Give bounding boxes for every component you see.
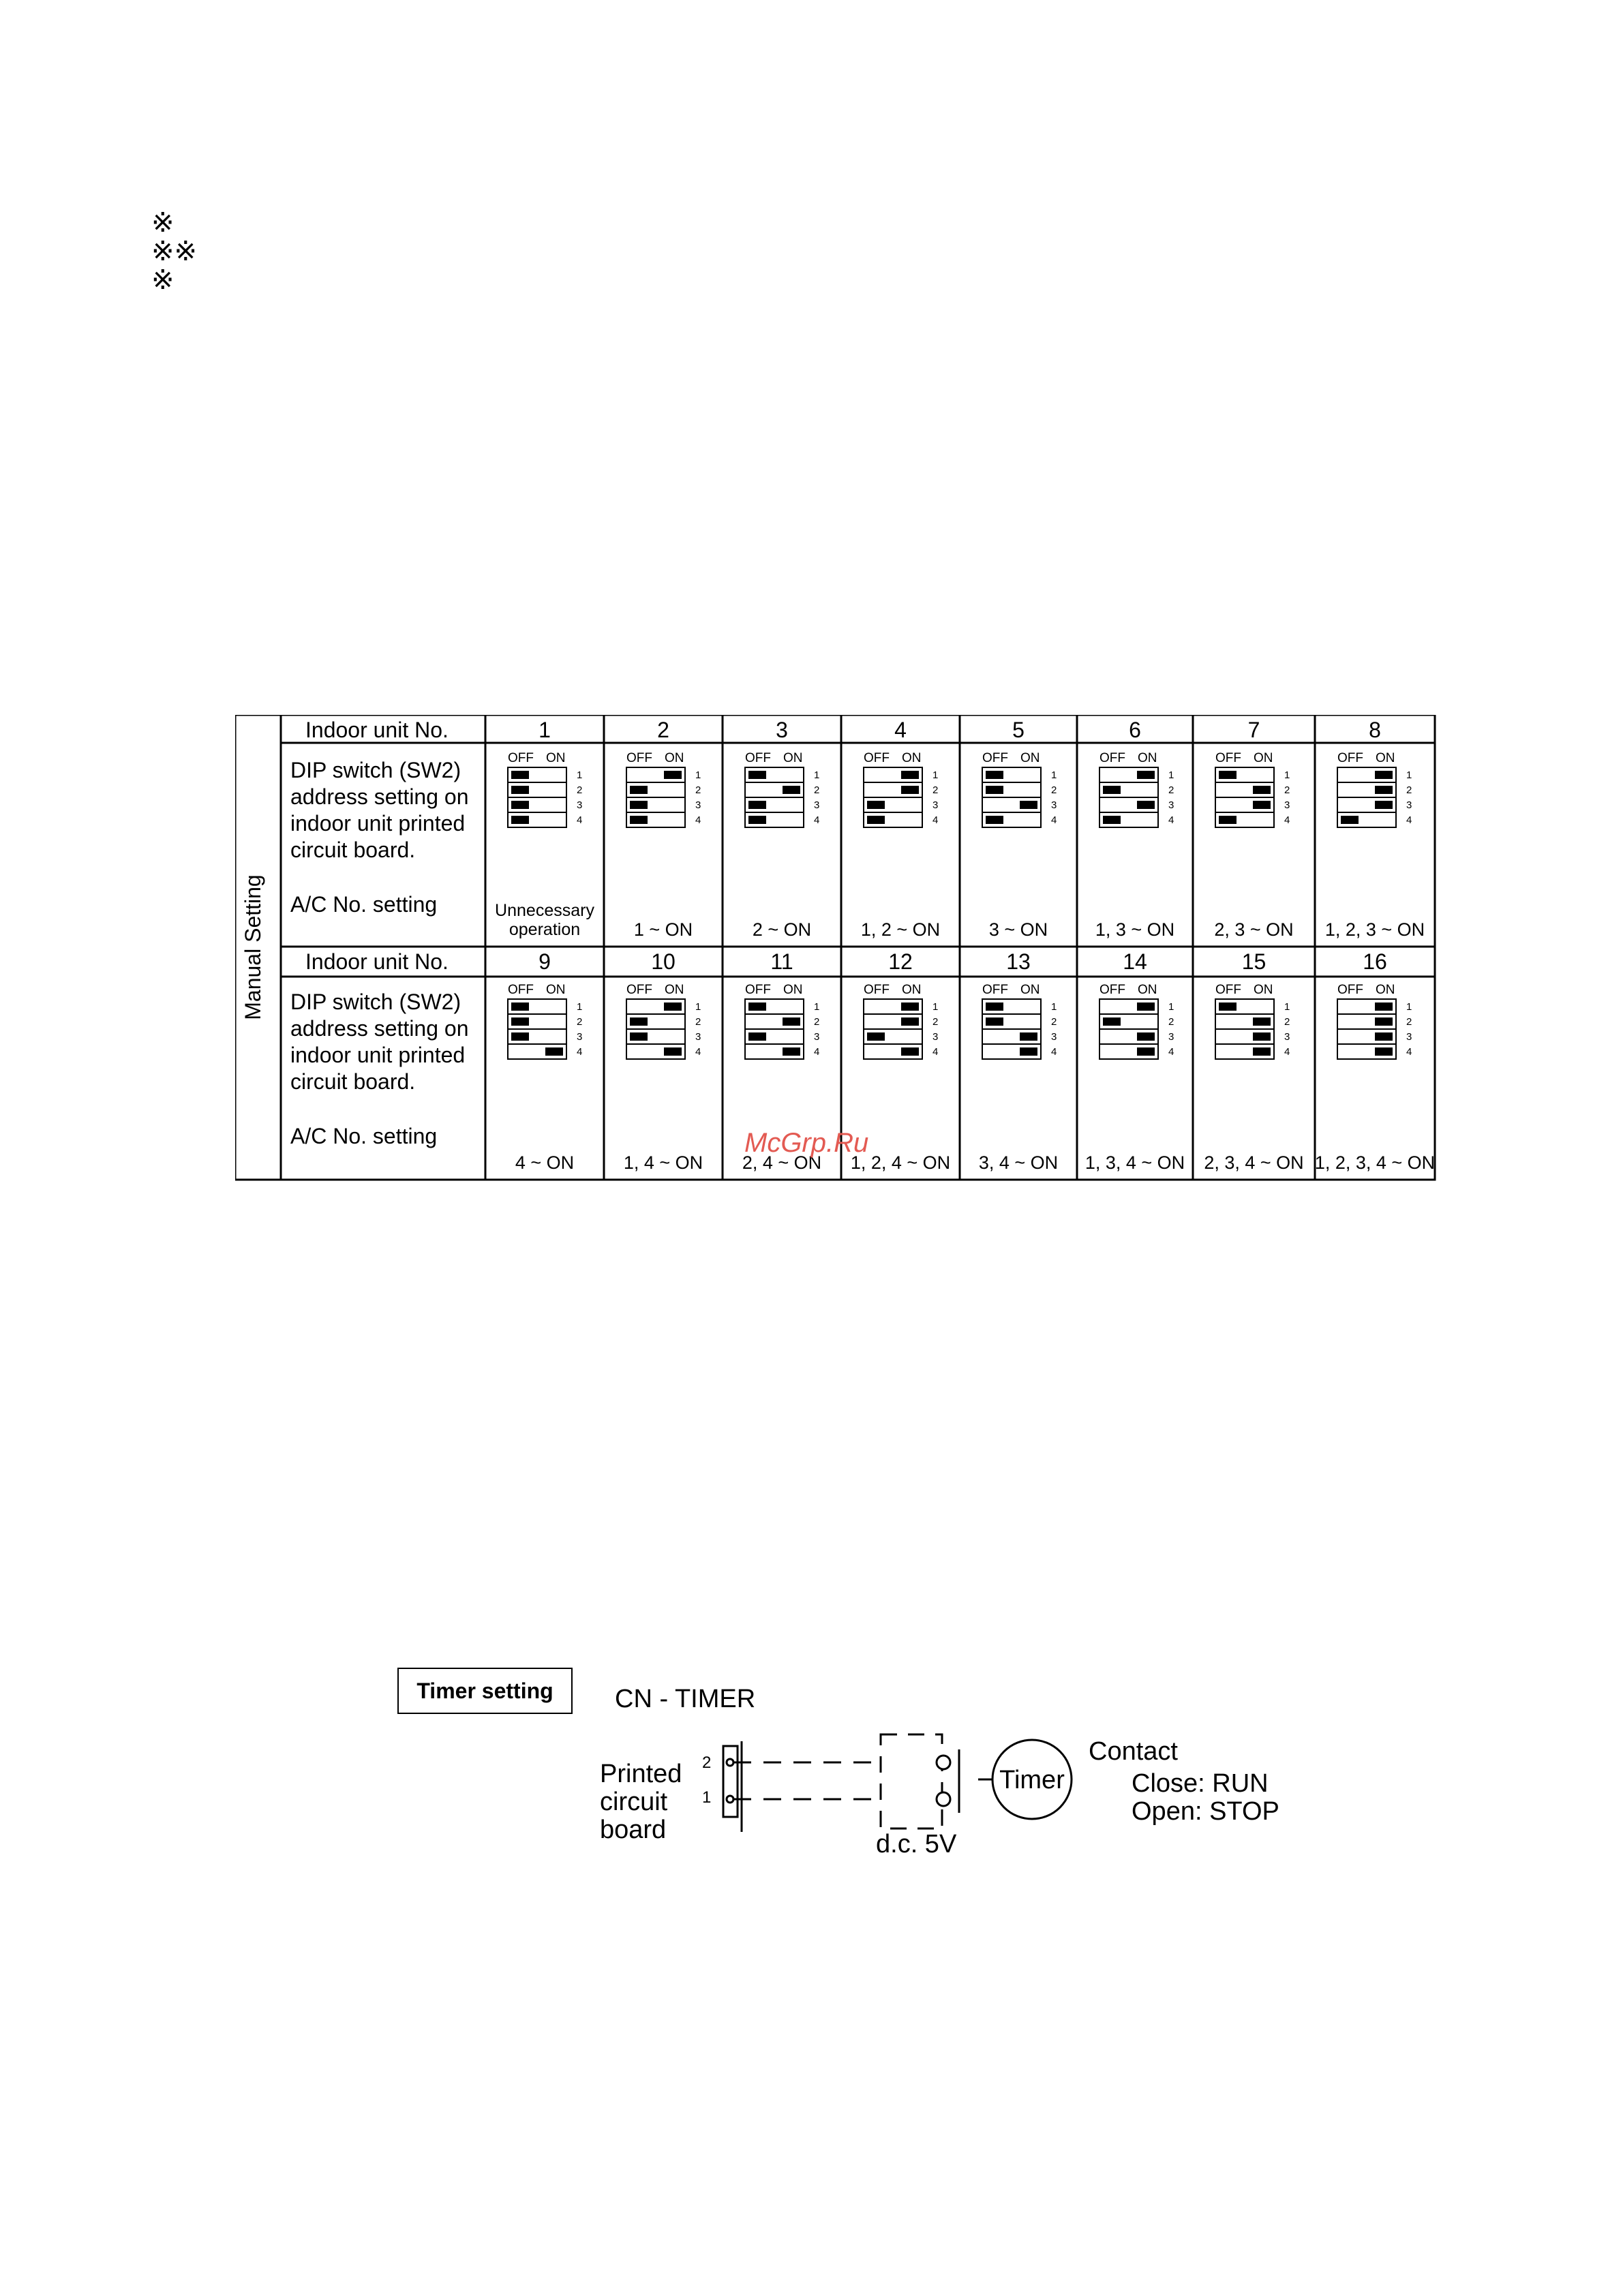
unit-5-number: 5 — [1012, 718, 1025, 742]
unit-9-switch-lever-4 — [545, 1047, 563, 1056]
unit-8-switch-lever-1 — [1375, 771, 1393, 779]
cn-timer-label: CN - TIMER — [615, 1685, 756, 1713]
unit-12-switch-num-4: 4 — [932, 1046, 939, 1058]
unit-8-on-label: ON — [1376, 751, 1395, 765]
unit-16-on-label: ON — [1376, 983, 1395, 997]
unit-8-switch-num-4: 4 — [1406, 814, 1412, 826]
unit-15-off-label: OFF — [1215, 983, 1241, 997]
unit-15-switch-num-4: 4 — [1284, 1046, 1290, 1058]
unit-2-off-label: OFF — [626, 751, 652, 765]
unit-16-switch-lever-3 — [1375, 1032, 1393, 1041]
unit-1-switch-num-2: 2 — [577, 784, 583, 796]
unit-12-switch-lever-2 — [901, 1017, 919, 1026]
unit-15-switch-num-1: 1 — [1284, 1001, 1290, 1013]
unit-2-switch-lever-2 — [630, 786, 648, 794]
row2-dip-label-4: circuit board. — [290, 1069, 416, 1094]
unit-7-on-label: ON — [1254, 751, 1273, 765]
unit-1-ac-setting-1: Unnecessary — [495, 901, 594, 920]
unit-9-switch-lever-1 — [511, 1002, 529, 1011]
unit-15-switch-lever-2 — [1253, 1017, 1271, 1026]
unit-9-switch-num-1: 1 — [577, 1001, 583, 1013]
unit-6-switch-lever-3 — [1137, 801, 1155, 809]
unit-15-on-label: ON — [1254, 983, 1273, 997]
pin-1-label: 1 — [702, 1788, 712, 1807]
unit-3-off-label: OFF — [745, 751, 771, 765]
unit-12-ac-setting: 1, 2, 4 ~ ON — [850, 1152, 951, 1173]
unit-14-off-label: OFF — [1099, 983, 1125, 997]
unit-10-switch-num-2: 2 — [695, 1016, 701, 1028]
unit-12-switch-num-2: 2 — [932, 1016, 939, 1028]
manual-setting-table — [235, 715, 1442, 1185]
unit-4-switch-lever-2 — [901, 786, 919, 794]
unit-3-switch-num-3: 3 — [814, 799, 820, 811]
unit-6-switch-num-1: 1 — [1168, 769, 1174, 781]
unit-13-switch-num-4: 4 — [1051, 1046, 1057, 1058]
unit-16-switch-lever-1 — [1375, 1002, 1393, 1011]
unit-8-switch-lever-3 — [1375, 801, 1393, 809]
unit-9-on-label: ON — [546, 983, 566, 997]
unit-14-switch-num-3: 3 — [1168, 1031, 1174, 1043]
unit-11-switch-num-3: 3 — [814, 1031, 820, 1043]
unit-11-switch-lever-1 — [748, 1002, 766, 1011]
unit-1-switch-lever-1 — [511, 771, 529, 779]
unit-6-switch-lever-4 — [1103, 816, 1121, 824]
unit-14-number: 14 — [1123, 949, 1147, 974]
unit-15-switch-lever-1 — [1219, 1002, 1237, 1011]
unit-2-switch-num-3: 3 — [695, 799, 701, 811]
unit-3-on-label: ON — [783, 751, 803, 765]
unit-4-switch-lever-1 — [901, 771, 919, 779]
unit-1-ac-setting-2: operation — [509, 920, 581, 939]
unit-13-number: 13 — [1006, 949, 1031, 974]
unit-10-on-label: ON — [665, 983, 684, 997]
unit-8-ac-setting: 1, 2, 3 ~ ON — [1324, 919, 1425, 940]
unit-15-number: 15 — [1241, 949, 1266, 974]
unit-3-number: 3 — [776, 718, 788, 742]
unit-12-number: 12 — [888, 949, 913, 974]
unit-15-switch-num-3: 3 — [1284, 1031, 1290, 1043]
unit-11-on-label: ON — [783, 983, 803, 997]
unit-11-off-label: OFF — [745, 983, 771, 997]
unit-10-switch-lever-4 — [664, 1047, 682, 1056]
unit-9-switch-lever-2 — [511, 1017, 529, 1026]
unit-5-switch-lever-4 — [986, 816, 1003, 824]
unit-13-ac-setting: 3, 4 ~ ON — [978, 1152, 1059, 1173]
unit-13-on-label: ON — [1020, 983, 1040, 997]
unit-7-switch-num-1: 1 — [1284, 769, 1290, 781]
unit-10-switch-lever-1 — [664, 1002, 682, 1011]
unit-9-switch-num-2: 2 — [577, 1016, 583, 1028]
unit-6-on-label: ON — [1138, 751, 1157, 765]
unit-6-switch-num-3: 3 — [1168, 799, 1174, 811]
unit-6-ac-setting: 1, 3 ~ ON — [1095, 919, 1175, 940]
unit-10-switch-lever-3 — [630, 1032, 648, 1041]
unit-16-switch-num-3: 3 — [1406, 1031, 1412, 1043]
unit-5-switch-num-2: 2 — [1051, 784, 1057, 796]
unit-14-switch-lever-1 — [1137, 1002, 1155, 1011]
timer-setting-heading: Timer setting — [397, 1668, 573, 1714]
unit-1-switch-num-3: 3 — [577, 799, 583, 811]
unit-1-switch-num-4: 4 — [577, 814, 583, 826]
unit-1-switch-lever-2 — [511, 786, 529, 794]
unit-13-switch-lever-2 — [986, 1017, 1003, 1026]
unit-13-switch-lever-3 — [1020, 1032, 1037, 1041]
unit-3-switch-lever-3 — [748, 801, 766, 809]
unit-14-switch-lever-2 — [1103, 1017, 1121, 1026]
unit-1-off-label: OFF — [508, 751, 534, 765]
row2-dip-label-2: address setting on — [290, 1016, 469, 1041]
unit-5-switch-lever-3 — [1020, 801, 1037, 809]
board-label-2: circuit — [600, 1788, 668, 1816]
connector-block — [723, 1746, 738, 1817]
unit-3-switch-lever-2 — [783, 786, 800, 794]
unit-2-switch-num-1: 1 — [695, 769, 701, 781]
unit-3-switch-lever-1 — [748, 771, 766, 779]
row1-dip-label-3: indoor unit printed — [290, 811, 466, 836]
unit-14-switch-lever-4 — [1137, 1047, 1155, 1056]
unit-10-switch-num-4: 4 — [695, 1046, 701, 1058]
unit-10-switch-num-3: 3 — [695, 1031, 701, 1043]
unit-16-number: 16 — [1363, 949, 1387, 974]
unit-16-off-label: OFF — [1337, 983, 1363, 997]
unit-13-switch-lever-1 — [986, 1002, 1003, 1011]
unit-2-number: 2 — [657, 718, 669, 742]
unit-7-switch-lever-2 — [1253, 786, 1271, 794]
unit-11-switch-num-1: 1 — [814, 1001, 820, 1013]
unit-11-switch-lever-2 — [783, 1017, 800, 1026]
row1-dip-label-4: circuit board. — [290, 838, 416, 862]
unit-4-switch-num-4: 4 — [932, 814, 939, 826]
unit-1-on-label: ON — [546, 751, 566, 765]
unit-4-on-label: ON — [902, 751, 922, 765]
unit-10-switch-num-1: 1 — [695, 1001, 701, 1013]
unit-12-switch-num-3: 3 — [932, 1031, 939, 1043]
unit-2-switch-num-4: 4 — [695, 814, 701, 826]
unit-2-switch-lever-3 — [630, 801, 648, 809]
unit-5-on-label: ON — [1020, 751, 1040, 765]
unit-16-switch-lever-2 — [1375, 1017, 1393, 1026]
unit-14-on-label: ON — [1138, 983, 1157, 997]
contact-upper — [937, 1756, 950, 1769]
unit-5-switch-lever-1 — [986, 771, 1003, 779]
close-run-label: Close: RUN — [1132, 1769, 1269, 1798]
unit-7-switch-num-3: 3 — [1284, 799, 1290, 811]
manual-setting-label: Manual Setting — [241, 874, 265, 1020]
unit-15-ac-setting: 2, 3, 4 ~ ON — [1204, 1152, 1304, 1173]
unit-5-switch-num-3: 3 — [1051, 799, 1057, 811]
unit-16-switch-lever-4 — [1375, 1047, 1393, 1056]
unit-14-ac-setting: 1, 3, 4 ~ ON — [1084, 1152, 1185, 1173]
unit-3-ac-setting: 2 ~ ON — [752, 919, 812, 940]
unit-7-off-label: OFF — [1215, 751, 1241, 765]
open-stop-label: Open: STOP — [1132, 1797, 1279, 1826]
unit-8-switch-num-1: 1 — [1406, 769, 1412, 781]
unit-7-number: 7 — [1247, 718, 1260, 742]
unit-15-switch-lever-4 — [1253, 1047, 1271, 1056]
unit-8-switch-num-3: 3 — [1406, 799, 1412, 811]
board-label-3: board — [600, 1816, 667, 1844]
unit-10-ac-setting: 1, 4 ~ ON — [623, 1152, 703, 1173]
dc-source-box — [881, 1734, 942, 1828]
unit-8-switch-lever-2 — [1375, 786, 1393, 794]
unit-15-switch-lever-3 — [1253, 1032, 1271, 1041]
unit-16-ac-setting: 1, 2, 3, 4 ~ ON — [1314, 1152, 1436, 1173]
unit-11-switch-lever-4 — [783, 1047, 800, 1056]
board-label-1: Printed — [600, 1760, 682, 1788]
unit-4-switch-num-3: 3 — [932, 799, 939, 811]
unit-7-switch-lever-1 — [1219, 771, 1237, 779]
unit-12-switch-lever-4 — [901, 1047, 919, 1056]
unit-9-off-label: OFF — [508, 983, 534, 997]
unit-13-off-label: OFF — [982, 983, 1008, 997]
voltage-label: d.c. 5V — [876, 1830, 957, 1858]
unit-14-switch-num-2: 2 — [1168, 1016, 1174, 1028]
unit-14-switch-lever-3 — [1137, 1032, 1155, 1041]
watermark-text: McGrp.Ru — [744, 1128, 869, 1158]
pin-2-terminal — [727, 1759, 733, 1766]
unit-3-switch-num-2: 2 — [814, 784, 820, 796]
unit-14-switch-num-4: 4 — [1168, 1046, 1174, 1058]
unit-4-off-label: OFF — [864, 751, 890, 765]
pin-2-label: 2 — [702, 1754, 712, 1772]
unit-11-switch-num-4: 4 — [814, 1046, 820, 1058]
contact-label: Contact — [1089, 1737, 1178, 1766]
unit-8-off-label: OFF — [1337, 751, 1363, 765]
row2-dip-label-1: DIP switch (SW2) — [290, 990, 461, 1014]
unit-4-switch-lever-3 — [867, 801, 885, 809]
unit-3-switch-num-4: 4 — [814, 814, 820, 826]
unit-12-switch-lever-3 — [867, 1032, 885, 1041]
unit-7-switch-num-4: 4 — [1284, 814, 1290, 826]
unit-5-off-label: OFF — [982, 751, 1008, 765]
unit-12-off-label: OFF — [864, 983, 890, 997]
unit-4-switch-num-1: 1 — [932, 769, 939, 781]
unit-6-switch-num-2: 2 — [1168, 784, 1174, 796]
row2-indoor-label: Indoor unit No. — [305, 949, 449, 974]
unit-5-ac-setting: 3 ~ ON — [988, 919, 1048, 940]
unit-10-number: 10 — [651, 949, 676, 974]
unit-10-off-label: OFF — [626, 983, 652, 997]
unit-3-switch-num-1: 1 — [814, 769, 820, 781]
timer-text: Timer — [999, 1766, 1065, 1794]
row1-indoor-label: Indoor unit No. — [305, 718, 449, 742]
unit-5-switch-num-4: 4 — [1051, 814, 1057, 826]
contact-lower — [937, 1792, 950, 1806]
note-mark-1: ※ — [151, 207, 175, 239]
unit-7-switch-lever-4 — [1219, 816, 1237, 824]
unit-13-switch-num-1: 1 — [1051, 1001, 1057, 1013]
pin-1-terminal — [727, 1796, 733, 1803]
unit-13-switch-lever-4 — [1020, 1047, 1037, 1056]
unit-9-switch-lever-3 — [511, 1032, 529, 1041]
unit-9-ac-setting: 4 ~ ON — [515, 1152, 575, 1173]
unit-11-switch-num-2: 2 — [814, 1016, 820, 1028]
unit-2-switch-lever-4 — [630, 816, 648, 824]
unit-4-number: 4 — [894, 718, 907, 742]
unit-1-switch-num-1: 1 — [577, 769, 583, 781]
unit-4-switch-num-2: 2 — [932, 784, 939, 796]
unit-12-switch-lever-1 — [901, 1002, 919, 1011]
unit-13-switch-num-3: 3 — [1051, 1031, 1057, 1043]
unit-6-off-label: OFF — [1099, 751, 1125, 765]
unit-12-switch-num-1: 1 — [932, 1001, 939, 1013]
unit-6-switch-lever-2 — [1103, 786, 1121, 794]
note-marks — [151, 209, 197, 294]
unit-15-switch-num-2: 2 — [1284, 1016, 1290, 1028]
unit-6-switch-lever-1 — [1137, 771, 1155, 779]
unit-9-switch-num-3: 3 — [577, 1031, 583, 1043]
row1-ac-label: A/C No. setting — [290, 892, 438, 917]
unit-8-number: 8 — [1369, 718, 1381, 742]
unit-11-switch-lever-3 — [748, 1032, 766, 1041]
unit-16-switch-num-2: 2 — [1406, 1016, 1412, 1028]
unit-10-switch-lever-2 — [630, 1017, 648, 1026]
unit-16-switch-num-1: 1 — [1406, 1001, 1412, 1013]
unit-4-ac-setting: 1, 2 ~ ON — [860, 919, 941, 940]
unit-6-number: 6 — [1129, 718, 1141, 742]
note-mark-3: ※ — [151, 264, 175, 296]
unit-6-switch-num-4: 4 — [1168, 814, 1174, 826]
unit-2-on-label: ON — [665, 751, 684, 765]
unit-11-number: 11 — [770, 949, 793, 974]
unit-11-ac-setting: 2, 4 ~ ON — [742, 1152, 822, 1173]
row1-dip-label-2: address setting on — [290, 784, 469, 809]
unit-1-number: 1 — [539, 718, 551, 742]
unit-4-switch-lever-4 — [867, 816, 885, 824]
unit-8-switch-num-2: 2 — [1406, 784, 1412, 796]
unit-2-switch-lever-1 — [664, 771, 682, 779]
row2-dip-label-3: indoor unit printed — [290, 1043, 466, 1067]
unit-2-switch-num-2: 2 — [695, 784, 701, 796]
unit-1-switch-lever-3 — [511, 801, 529, 809]
timer-circle — [992, 1740, 1072, 1819]
unit-9-switch-num-4: 4 — [577, 1046, 583, 1058]
unit-1-switch-lever-4 — [511, 816, 529, 824]
unit-12-on-label: ON — [902, 983, 922, 997]
row1-dip-label-1: DIP switch (SW2) — [290, 758, 461, 782]
unit-5-switch-num-1: 1 — [1051, 769, 1057, 781]
unit-13-switch-num-2: 2 — [1051, 1016, 1057, 1028]
unit-16-switch-num-4: 4 — [1406, 1046, 1412, 1058]
unit-5-switch-lever-2 — [986, 786, 1003, 794]
unit-9-number: 9 — [539, 949, 551, 974]
unit-8-switch-lever-4 — [1341, 816, 1359, 824]
unit-2-ac-setting: 1 ~ ON — [633, 919, 693, 940]
unit-7-switch-num-2: 2 — [1284, 784, 1290, 796]
unit-7-switch-lever-3 — [1253, 801, 1271, 809]
row2-ac-label: A/C No. setting — [290, 1124, 438, 1148]
note-mark-2: ※※ — [151, 236, 198, 267]
unit-14-switch-num-1: 1 — [1168, 1001, 1174, 1013]
unit-7-ac-setting: 2, 3 ~ ON — [1214, 919, 1294, 940]
unit-3-switch-lever-4 — [748, 816, 766, 824]
